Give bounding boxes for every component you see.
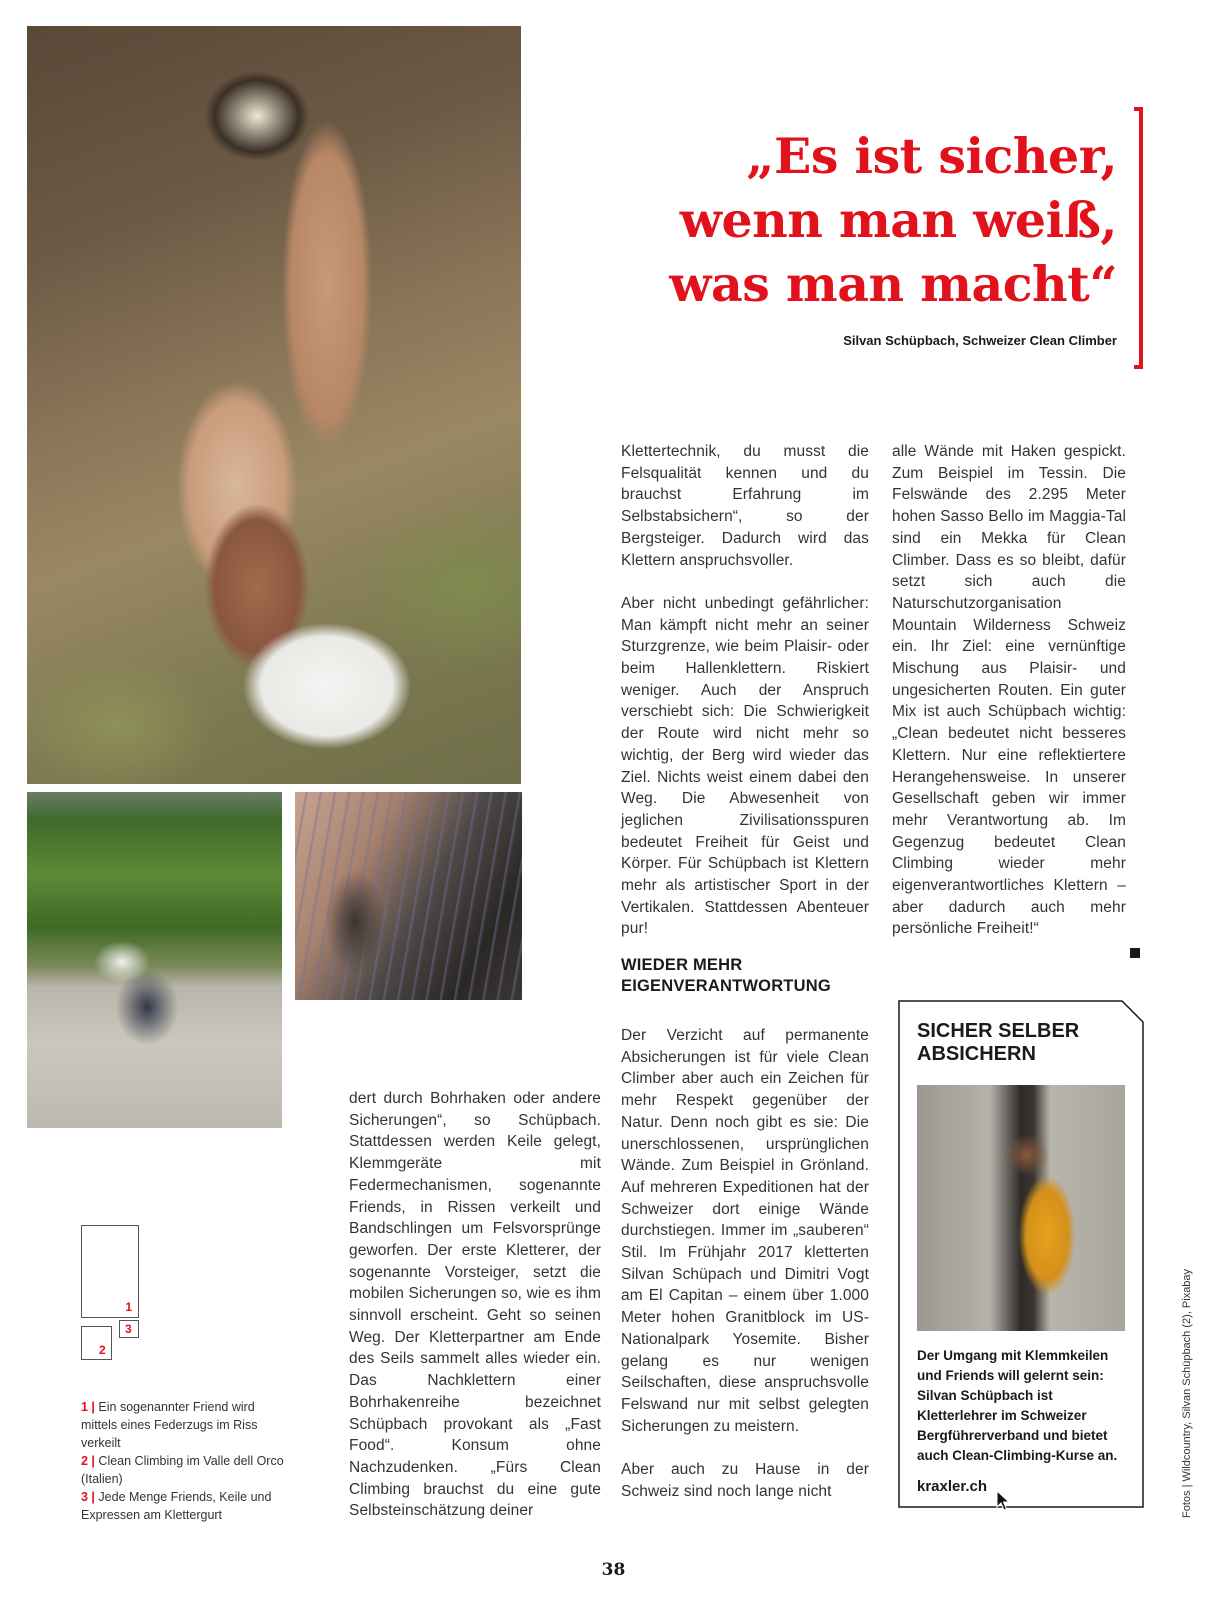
section-subhead: WIEDER MEHR EIGENVERANTWORTUNG <box>621 956 831 995</box>
info-box-text: Der Umgang mit Klemmkeilen und Friends will gelernt sein: Silvan Schüpbach ist Kletterlehrer im Schweizer Bergführerverband und bietet auch Clean-Climbing-Kurse an. <box>917 1348 1118 1463</box>
quote-line-1: „Es ist sicher, <box>746 127 1117 185</box>
info-box-title: SICHER SELBER ABSICHERN <box>917 1020 1080 1065</box>
quote-bracket <box>1134 107 1143 369</box>
paragraph: Aber auch zu Hause in der Schweiz sind noch lange nicht <box>621 1461 869 1500</box>
photo-index-number: 1 <box>125 1300 132 1314</box>
quote-attribution: Silvan Schüpbach, Schweizer Clean Climber <box>843 333 1117 348</box>
photo-index-box-2 <box>81 1326 112 1360</box>
photo-index-box-1 <box>81 1225 139 1318</box>
info-box-link[interactable]: kraxler.ch <box>917 1478 988 1495</box>
photo-valle-dell-orco <box>27 792 282 1128</box>
article-column-b <box>892 441 1140 962</box>
paragraph: Klettertechnik, du musst die Felsqualität kennen und du brauchst Erfahrung im Selbstabsichern“, so der Bergsteiger. Dadurch wird das Klettern anspruchsvoller. <box>621 443 869 569</box>
caption-item: 2 | Clean Climbing im Valle dell Orco (Italien) <box>81 1454 284 1486</box>
article-column-a <box>621 441 869 940</box>
paragraph: Aber nicht unbedingt gefährlicher: Man kämpft nicht mehr an seiner Sturzgrenze, wie beim Plaisir- oder beim Hallenklettern. Riskiert weniger. Auch der Anspruch verschiebt sich: Die Schwierigkeit der Route wird nicht mehr so wichtig, der Berg wird wieder das Ziel. Nichts weist einem dabei den Weg. Die Abwesenheit von jeglichen Zivilisationsspuren bedeutet Freiheit für Geist und Körper. Für Schüpbach ist Klettern mehr als artistischer Sport in der Vertikalen. Stattdessen Abenteuer pur! <box>621 594 869 938</box>
photo-climber-crack <box>27 26 521 784</box>
caption-item: 3 | Jede Menge Friends, Keile und Expressen am Klettergurt <box>81 1490 272 1522</box>
photo-index-number: 3 <box>125 1322 132 1336</box>
photo-climbing-gear <box>295 792 522 1000</box>
photo-index-box-3 <box>119 1320 139 1338</box>
mouse-cursor-icon <box>996 1490 1010 1512</box>
end-mark-icon <box>1130 948 1140 958</box>
photo-captions <box>81 1398 291 1524</box>
page-number: 38 <box>601 1560 626 1580</box>
caption-item: 1 | Ein sogenannter Friend wird mittels eines Federzugs im Riss verkeilt <box>81 1400 258 1450</box>
photo-index-number: 2 <box>99 1343 106 1357</box>
quote-line-3: was man macht“ <box>669 255 1117 313</box>
paragraph: Der Verzicht auf permanente Absicherungen ist für viele Clean Climber aber auch ein Zeichen für mehr Respekt gegenüber der Natur. Denn noch gibt es sie: Die unerschlossenen, ursprünglichen Wände. Zum Beispiel in Grönland. Auf mehreren Expeditionen hat der Schweizer dort einige Wände durchstiegen. Immer im „sauberen“ Stil. Im Frühjahr 2017 kletterten Silvan Schüpach und Dimitri Vogt am El Capitan – einem über 1.000 Meter hohen Granitblock im US-Nationalpark Yosemite. Bisher gelang es nur wenigen Seilschaften, diese anspruchsvolle Felswand nur mit selbst gelegten Sicherungen zu meistern. <box>621 1027 869 1435</box>
photo-credit: Fotos | Wildcountry, Silvan Schüpbach (2), Pixabay <box>1181 1268 1193 1518</box>
photo-climber-schuepbach <box>917 1085 1125 1331</box>
paragraph: dert durch Bohrhaken oder andere Sicherungen“, so Schüpbach. Stattdessen werden Keile gelegt, Klemmgeräte mit Federmechanismen, sogenannte Friends, in Rissen verkeilt und Bandschlingen um Felsvorsprünge geworfen. Der erste Kletterer, der sogenannte Vorsteiger, setzt die mobilen Sicherungen so, wie es ihm sinnvoll erscheint. Geht so seinen Weg. Der Kletterpartner am Ende des Seils sammelt alles wieder ein. Das Nachklettern einer Bohrhakenreihe bezeichnet Schüpbach provokant als „Fast Food“. Konsum ohne Nachzudenken. „Fürs Clean Climbing brauchst du eine gute Selbsteinschätzung deiner <box>349 1090 601 1520</box>
paragraph: alle Wände mit Haken gespickt. Zum Beispiel im Tessin. Die Felswände des 2.295 Meter hohen Sasso Bello im Maggia-Tal sind ein Mekka für Clean Climber. Dass es so bleibt, dafür setzt sich auch die Naturschutzorganisation Mountain Wilderness Schweiz ein. Ihr Ziel: eine vernünftige Mischung aus Plaisir- und ungesicherten Routen. Ein guter Mix ist auch Schüpbach wichtig: „Clean bedeutet nicht besseres Klettern. Nur eine reflektiertere Herangehensweise. In unserer Gesellschaft geben wir immer mehr Verantwortung ab. Im Gegenzug bedeutet Clean Climbing wieder mehr eigenverantwortliches Klettern – aber dadurch auch mehr persönliche Freiheit!“ <box>892 443 1126 938</box>
article-column-d <box>349 1088 601 1522</box>
quote-line-2: wenn man weiß, <box>679 191 1117 249</box>
article-column-c <box>621 1025 869 1502</box>
